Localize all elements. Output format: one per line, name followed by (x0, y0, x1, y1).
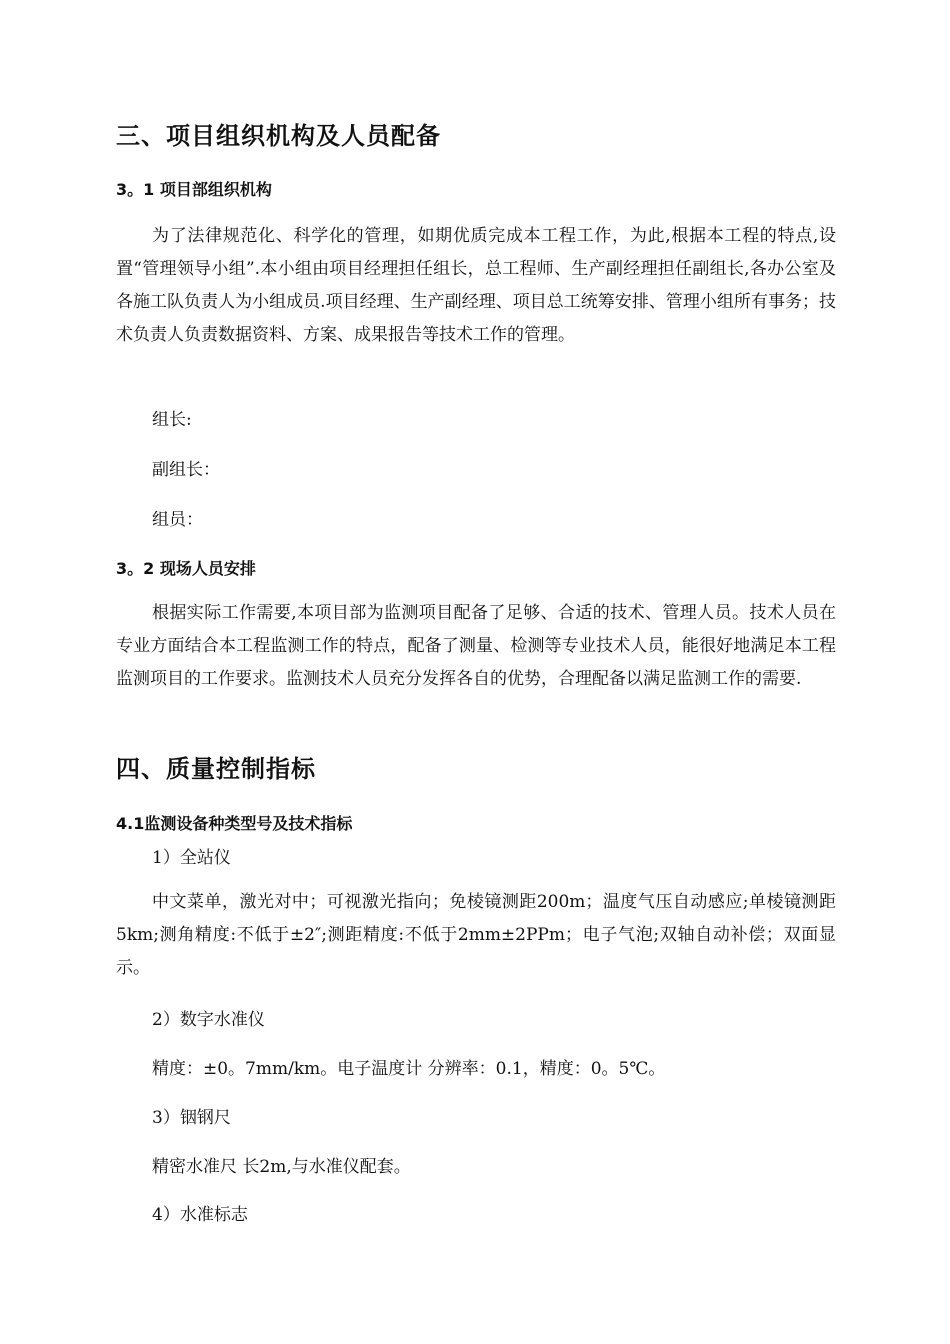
item-digital-level-specs: 精度：±0。7mm/km。电子温度计 分辨率：0.1，精度：0。5℃。 (152, 1059, 666, 1079)
item-digital-level-title: 2）数字水准仪 (152, 1010, 265, 1030)
leader-label: 组长: (152, 410, 192, 430)
members-label: 组员： (152, 510, 203, 530)
section-3-1-heading: 3。1 项目部组织机构 (116, 180, 272, 199)
item-invar-staff-title: 3）铟钢尺 (152, 1108, 231, 1128)
section-3-heading: 三、项目组织机构及人员配备 (116, 122, 441, 150)
item-total-station-specs: 中文菜单，激光对中；可视激光指向；免棱镜测距200m；温度气压自动感应;单棱镜测距5km;测角精度:不低于±2″;测距精度:不低于2mm±2PPm；电子气泡;双轴自动补偿；双面显示。 (116, 892, 836, 978)
item-total-station-title: 1）全站仪 (152, 848, 231, 868)
section-4-heading: 四、质量控制指标 (116, 755, 316, 783)
deputy-leader-label: 副组长： (152, 460, 220, 480)
section-3-1-paragraph: 为了法律规范化、科学化的管理，如期优质完成本工程工作，为此,根据本工程的特点,设置“管理领导小组”.本小组由项目经理担任组长，总工程师、生产副经理担任副组长,各办公室及各施工队负责人为小组成员.项目经理、生产副经理、项目总工统筹安排、管理小组所有事务；技术负责人负责数据资料、方案、成果报告等技术工作的管理。 (116, 226, 836, 345)
section-4-1-heading: 4.1监测设备种类型号及技术指标 (116, 814, 353, 833)
item-invar-staff-specs: 精密水准尺 长2m,与水准仪配套。 (152, 1157, 411, 1177)
section-3-2-paragraph: 根据实际工作需要,本项目部为监测项目配备了足够、合适的技术、管理人员。技术人员在专业方面结合本工程监测工作的特点，配备了测量、检测等专业技术人员，能很好地满足本工程监测项目的工作要求。监测技术人员充分发挥各自的优势，合理配备以满足监测工作的需要. (116, 603, 836, 689)
item-level-marker-title: 4）水准标志 (152, 1205, 248, 1225)
section-3-2-heading: 3。2 现场人员安排 (116, 559, 256, 578)
